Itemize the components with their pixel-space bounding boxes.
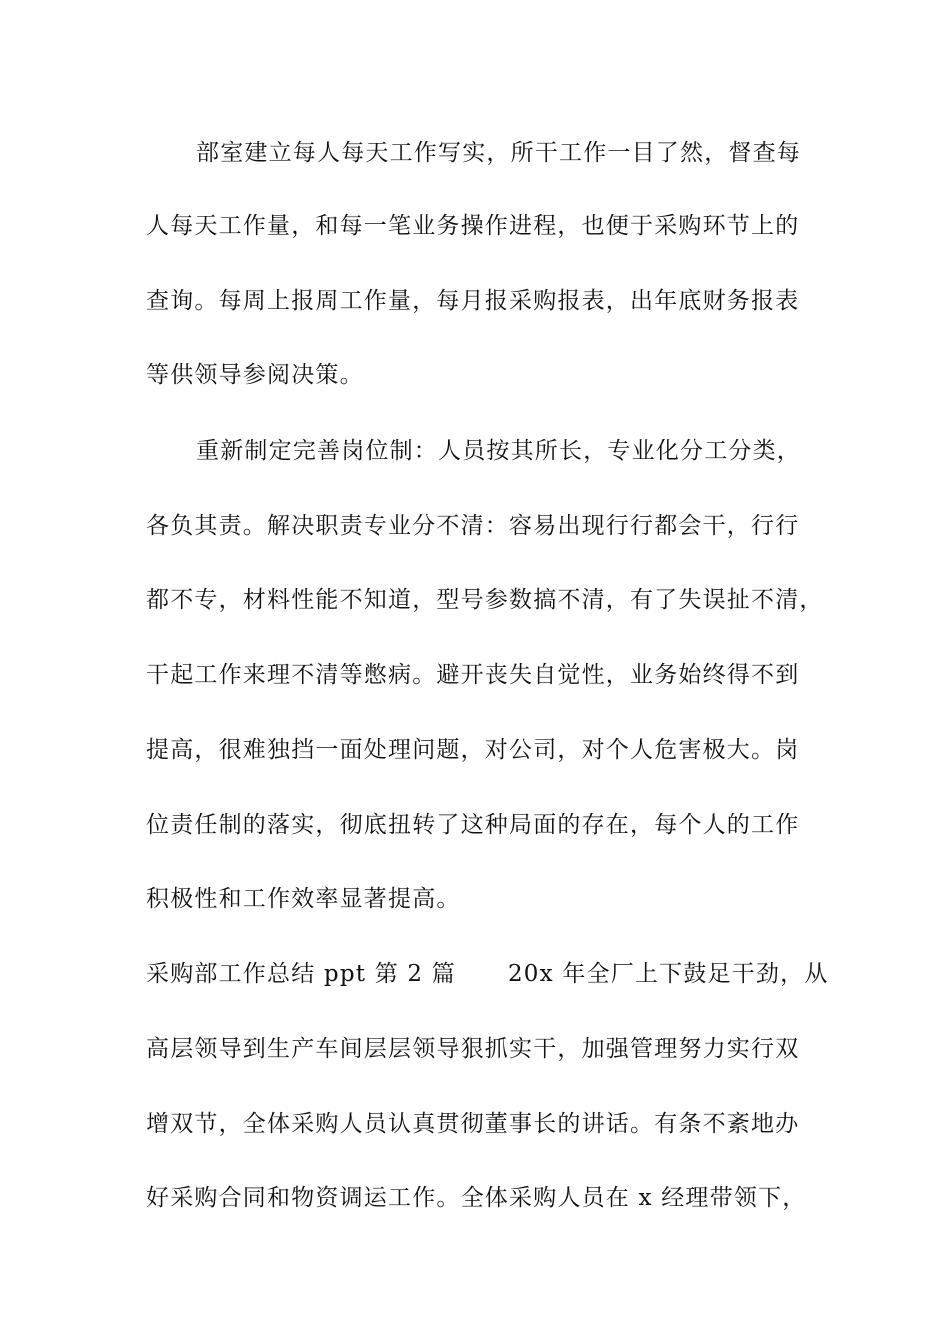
paragraph-2-line-6: 位责任制的落实，彻底扭转了这种局面的存在，每个人的工作 [146, 812, 800, 838]
paragraph-1-line-2: 人每天工作量，和每一笔业务操作进程，也便于采购环节上的 [146, 213, 800, 239]
paragraph-3-line-3: 增双节，全体采购人员认真贯彻董事长的讲话。有条不紊地办 [146, 1111, 800, 1137]
paragraph-3-opening: 20x 年全厂上下鼓足干劲，从 [507, 961, 829, 987]
paragraph-2-line-1: 重新制定完善岗位制：人员按其所长，专业化分工分类， [196, 438, 801, 464]
paragraph-2-line-5: 提高，很难独挡一面处理问题，对公司，对个人危害极大。岗 [146, 737, 800, 763]
paragraph-1-line-1: 部室建立每人每天工作写实，所干工作一目了然，督查每 [196, 140, 801, 166]
section-title-line [146, 959, 829, 989]
paragraph-2-line-3: 都不专，材料性能不知道，型号参数搞不清，有了失误扯不清， [146, 587, 824, 613]
paragraph-2-line-7: 积极性和工作效率显著提高。 [146, 886, 461, 912]
section-title: 采购部工作总结 ppt 第 2 篇 [146, 961, 456, 987]
paragraph-2-line-2: 各负其责。解决职责专业分不清：容易出现行行都会干，行行 [146, 513, 800, 539]
paragraph-2-line-4: 干起工作来理不清等憋病。避开丧失自觉性，业务始终得不到 [146, 662, 800, 688]
paragraph-3-line-4: 好采购合同和物资调运工作。全体采购人员在 x 经理带领下， [146, 1185, 807, 1211]
paragraph-3-line-2: 高层领导到生产车间层层领导狠抓实干，加强管理努力实行双 [146, 1036, 800, 1062]
paragraph-1-line-4: 等供领导参阅决策。 [146, 362, 364, 388]
paragraph-1-line-3: 查询。每周上报周工作量，每月报采购报表，出年底财务报表 [146, 288, 800, 314]
